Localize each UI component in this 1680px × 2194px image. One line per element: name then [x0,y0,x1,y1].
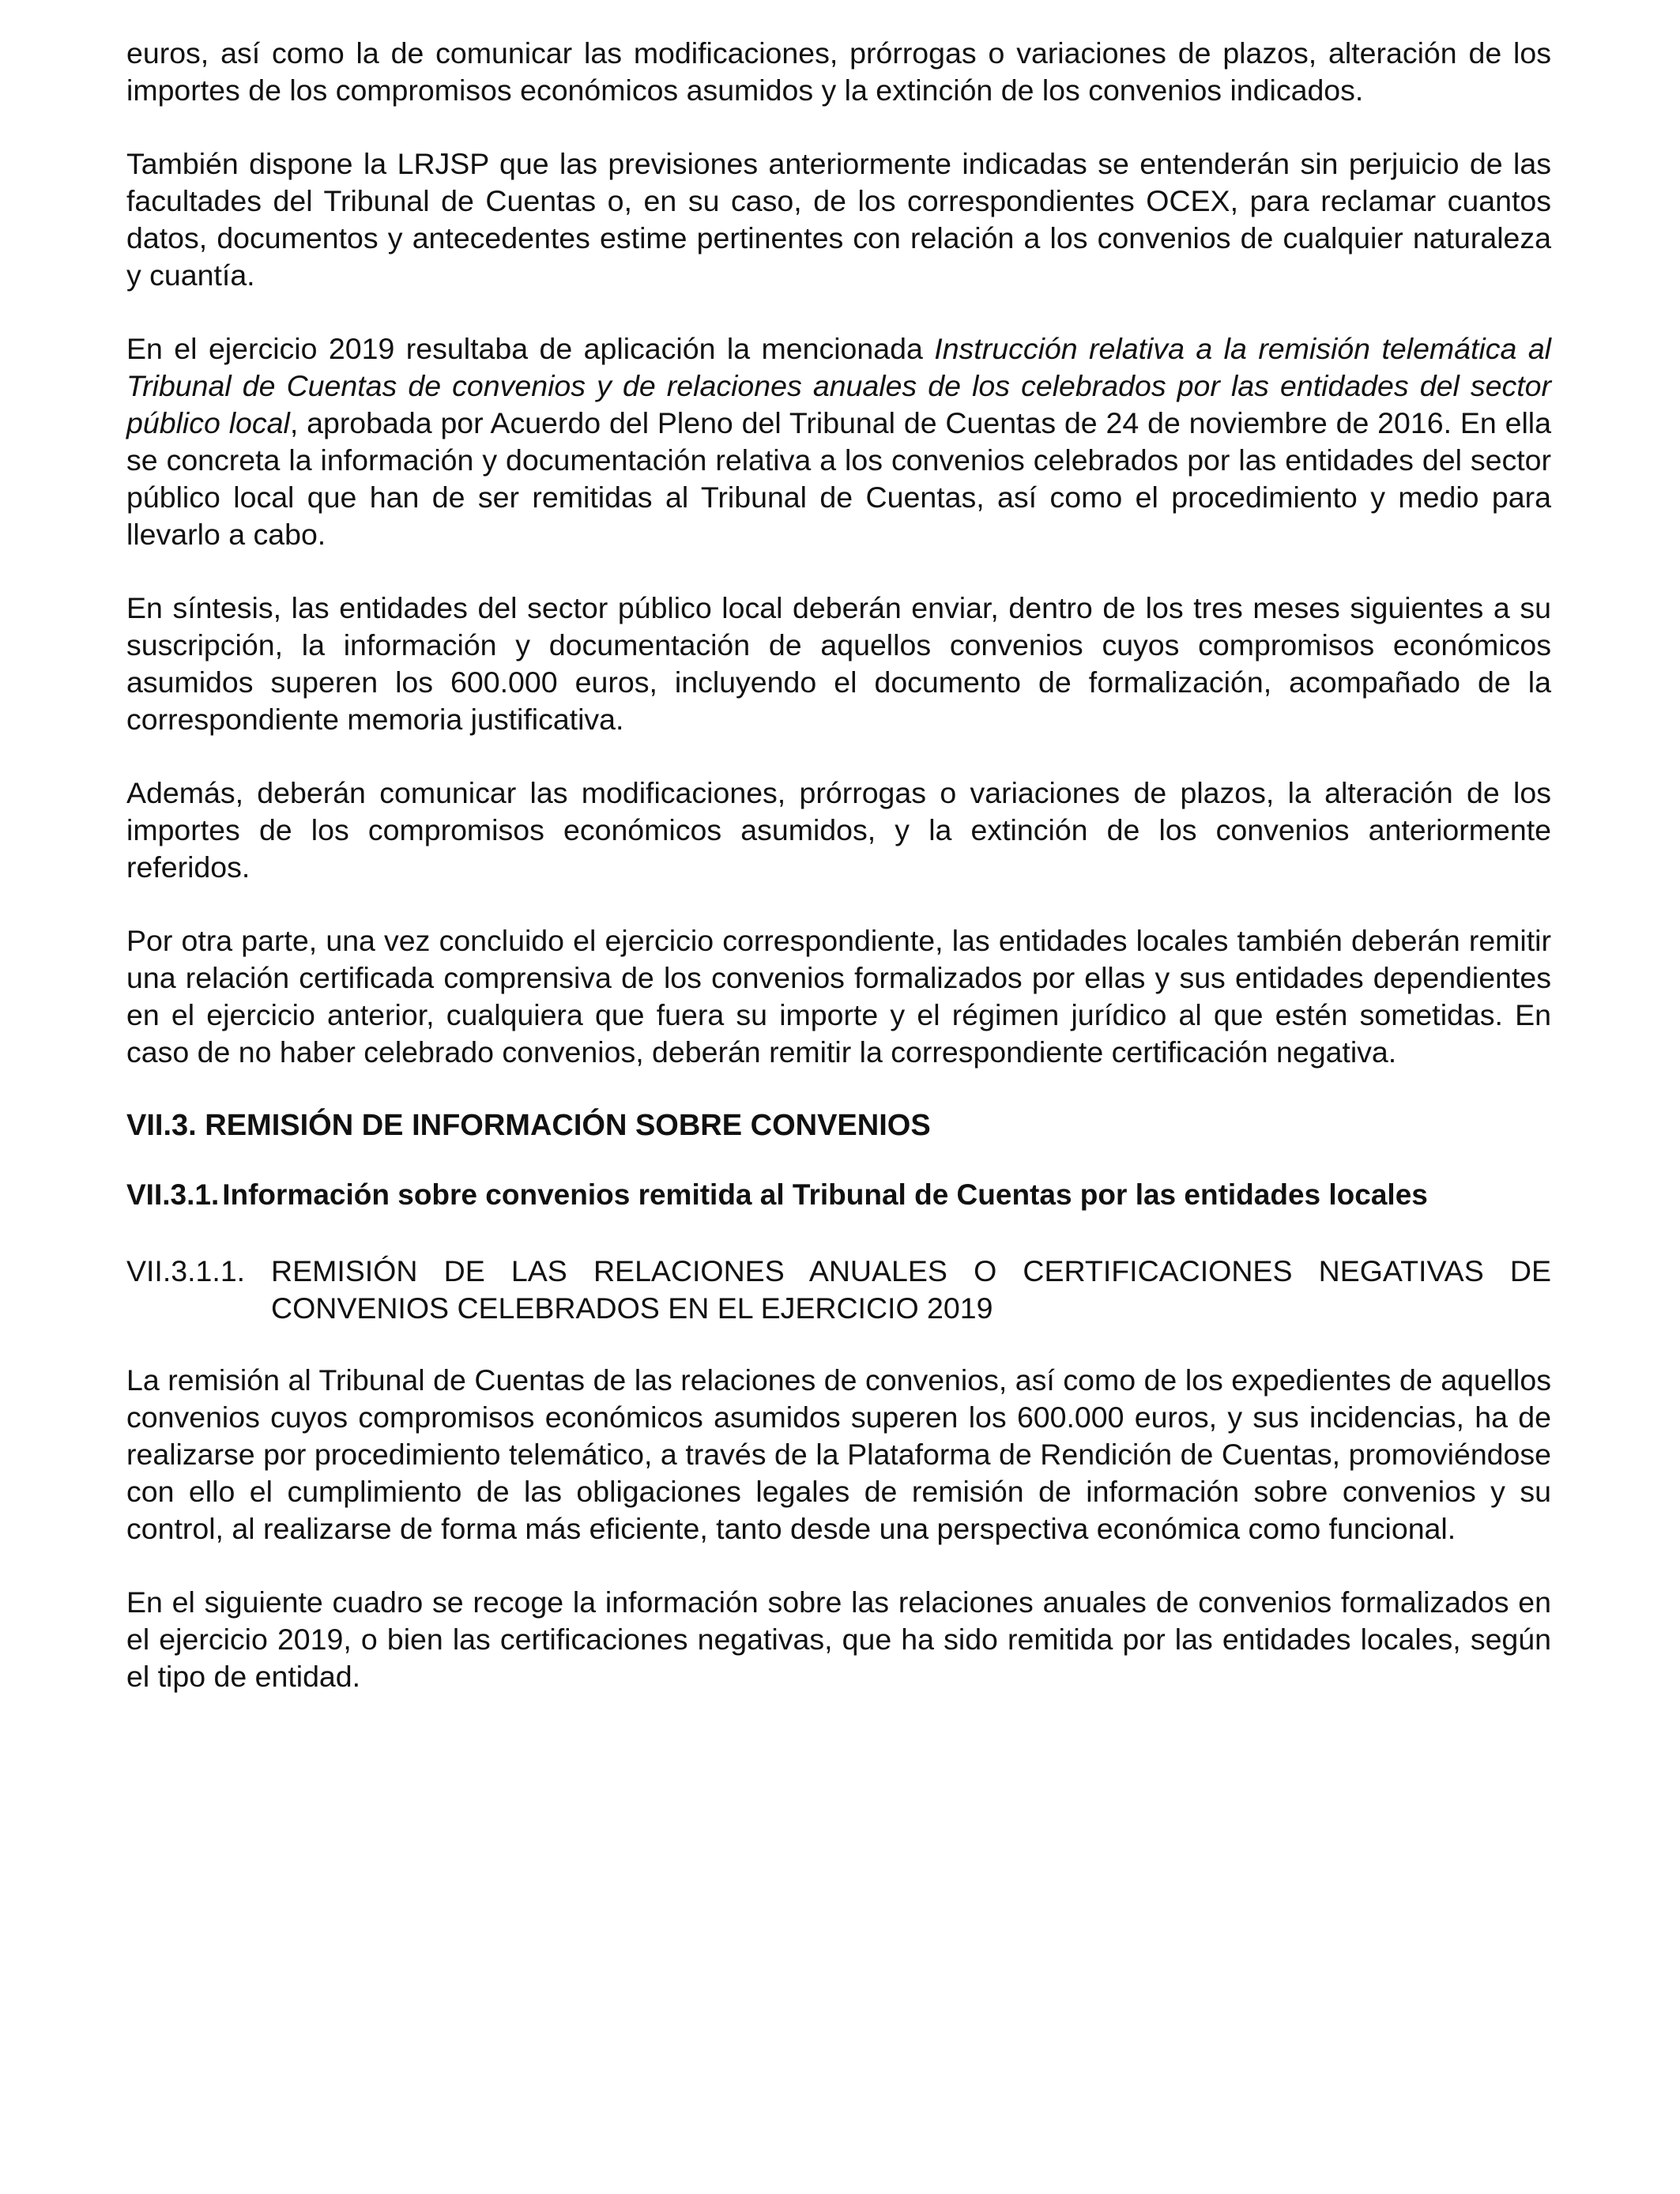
instruction-title: Instrucción relativa a la remisión telemática al Tribunal de Cuentas de convenios y de relaciones anuales de los celebrados por las entidades del sector público local [126,332,1552,439]
subsection-number: VII.3.1. [126,1178,220,1211]
paragraph-3 [126,330,1551,553]
subsection-title: Información sobre convenios remitida al Tribunal de Cuentas por las entidades locales [222,1178,1428,1211]
paragraph-2: También dispone la LRJSP que las previsiones anteriormente indicadas se entenderán sin perjuicio de las facultades del Tribunal de Cuentas o, en su caso, de los correspondientes OCEX, para reclamar cuantos datos, documentos y antecedentes estime pertinentes con relación a los convenios de cualquier naturaleza y cuantía. [126,147,1551,292]
paragraph-4: En síntesis, las entidades del sector público local deberán enviar, dentro de los tres meses siguientes a su suscripción, la información y documentación de aquellos convenios cuyos compromisos económicos asumidos superen los 600.000 euros, incluyendo el documento de formalización, acompañado de la correspondiente memoria justificativa. [126,591,1551,736]
paragraph-8: En el siguiente cuadro se recoge la información sobre las relaciones anuales de convenios formalizados en el ejercicio 2019, o bien las certificaciones negativas, que ha sido remitida por las entidades locales, según el tipo de entidad. [126,1585,1551,1693]
subsubsection-heading-vii311 [126,1253,1551,1327]
subsubsection-title: REMISIÓN DE LAS RELACIONES ANUALES O CERTIFICACIONES NEGATIVAS DE CONVENIOS CELEBRADOS EN EL EJERCICIO 2019 [271,1254,1551,1325]
section-heading-vii3: VII.3. REMISIÓN DE INFORMACIÓN SOBRE CONVENIOS [126,1109,931,1142]
paragraph-3-start: En el ejercicio 2019 resultaba de aplicación la mencionada [126,332,935,365]
paragraph-1: euros, así como la de comunicar las modificaciones, prórrogas o variaciones de plazos, alteración de los importes de los compromisos económicos asumidos y la extinción de los convenios indicados. [126,36,1551,107]
paragraph-6: Por otra parte, una vez concluido el ejercicio correspondiente, las entidades locales también deberán remitir una relación certificada comprensiva de los convenios formalizados por ellas y sus entidades dependientes en el ejercicio anterior, cualquiera que fuera su importe y el régimen jurídico al que estén sometidas. En caso de no haber celebrado convenios, deberán remitir la correspondiente certificación negativa. [126,924,1551,1069]
paragraph-7: La remisión al Tribunal de Cuentas de las relaciones de convenios, así como de los expedientes de aquellos convenios cuyos compromisos económicos asumidos superen los 600.000 euros, y sus incidencias, ha de realizarse por procedimiento telemático, a través de la Plataforma de Rendición de Cuentas, promoviéndose con ello el cumplimiento de las obligaciones legales de remisión de información sobre convenios y su control, al realizarse de forma más eficiente, tanto desde una perspectiva económica como funcional. [126,1363,1551,1545]
document-page [126,35,1551,1732]
paragraph-3-end: , aprobada por Acuerdo del Pleno del Tribunal de Cuentas de 24 de noviembre de 2016. En ella se concreta la información y documentación relativa a los convenios celebrados por las entidades del sector público local que han de ser remitidas al Tribunal de Cuentas, así como el procedimiento y medio para llevarlo a cabo. [126,406,1551,551]
subsection-heading-vii31 [126,1176,1551,1213]
paragraph-5: Además, deberán comunicar las modificaciones, prórrogas o variaciones de plazos, la alteración de los importes de los compromisos económicos asumidos, y la extinción de los convenios anteriormente referidos. [126,776,1551,884]
subsubsection-number: VII.3.1.1. [126,1254,246,1287]
